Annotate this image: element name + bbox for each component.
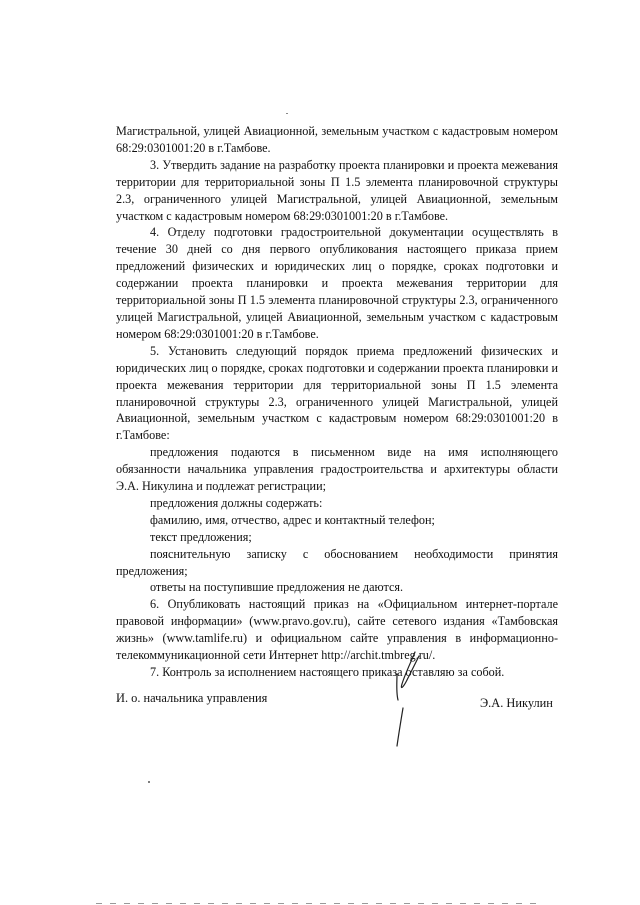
paragraph-4: 4. Отделу подготовки градостроительной документации осуществлять в течение 30 дней со дня первого опубликования настоящего приказа прием предложений физических и юридических лиц о порядке, сроках подготовки и содержании проекта планировки и проекта межевания территории для территориальной зоны П 1.5 элемента планировочной структуры 2.3, ограниченного улицей Магистральной, улицей Авиационной, земельным участком с кадастровым номером 68:29:0301001:20 в г.Тамбове. bbox=[116, 225, 558, 341]
scan-speck bbox=[286, 113, 288, 114]
paragraph-5-item-text: текст предложения; bbox=[150, 529, 252, 544]
document-body bbox=[116, 123, 558, 681]
paragraph-5-item-contents: предложения должны содержать: bbox=[150, 495, 323, 510]
scan-edge-marks bbox=[96, 903, 536, 904]
signatory-position: И. о. начальника управления bbox=[116, 691, 268, 705]
paragraph-5-item-name: фамилию, имя, отчество, адрес и контактный телефон; bbox=[150, 512, 435, 527]
paragraph-5-item-submission: предложения подаются в письменном виде на имя исполняющего обязанности начальника управления градостроительства и архитектуры области Э.А. Никулина и подлежат регистрации; bbox=[116, 445, 558, 494]
paragraph-3: 3. Утвердить задание на разработку проекта планировки и проекта межевания территории для территориальной зоны П 1.5 элемента планировочной структуры 2.3, ограниченного улицей Магистральной, улицей Авиационной, земельным участком с кадастровым номером 68:29:0301001:20 в г.Тамбове. bbox=[116, 157, 558, 223]
scan-dot bbox=[148, 781, 150, 783]
paragraph-7: 7. Контроль за исполнением настоящего приказа оставляю за собой. bbox=[150, 665, 505, 679]
handwritten-signature bbox=[385, 648, 445, 758]
paragraph-6: 6. Опубликовать настоящий приказ на «Официальном интернет-портале правовой информации» (www.pravo.gov.ru), сайте сетевого издания «Тамбовская жизнь» (www.tamlife.ru) и официальном сайте управления в информационно-телекоммуникационной сети Интернет http://archit.tmbreg.ru/. bbox=[116, 597, 558, 663]
paragraph-5-item-answers: ответы на поступившие предложения не даются. bbox=[150, 580, 404, 595]
paragraph-5-item-note: пояснительную записку с обоснованием необходимости принятия предложения; bbox=[116, 546, 558, 578]
signatory-name: Э.А. Никулин bbox=[480, 696, 553, 710]
paragraph-5: 5. Установить следующий порядок приема предложений физических и юридических лиц о порядке, сроках подготовки и содержании проекта планировки и проекта межевания территории для территориальной зоны П 1.5 элемента планировочной структуры 2.3, ограниченного улицей Магистральной, улицей Авиационной, земельным участком с кадастровым номером 68:29:0301001:20 в г.Тамбове: bbox=[116, 343, 558, 443]
paragraph-continuation: Магистральной, улицей Авиационной, земельным участком с кадастровым номером 68:29:0301001:20 в г.Тамбове. bbox=[116, 124, 558, 155]
